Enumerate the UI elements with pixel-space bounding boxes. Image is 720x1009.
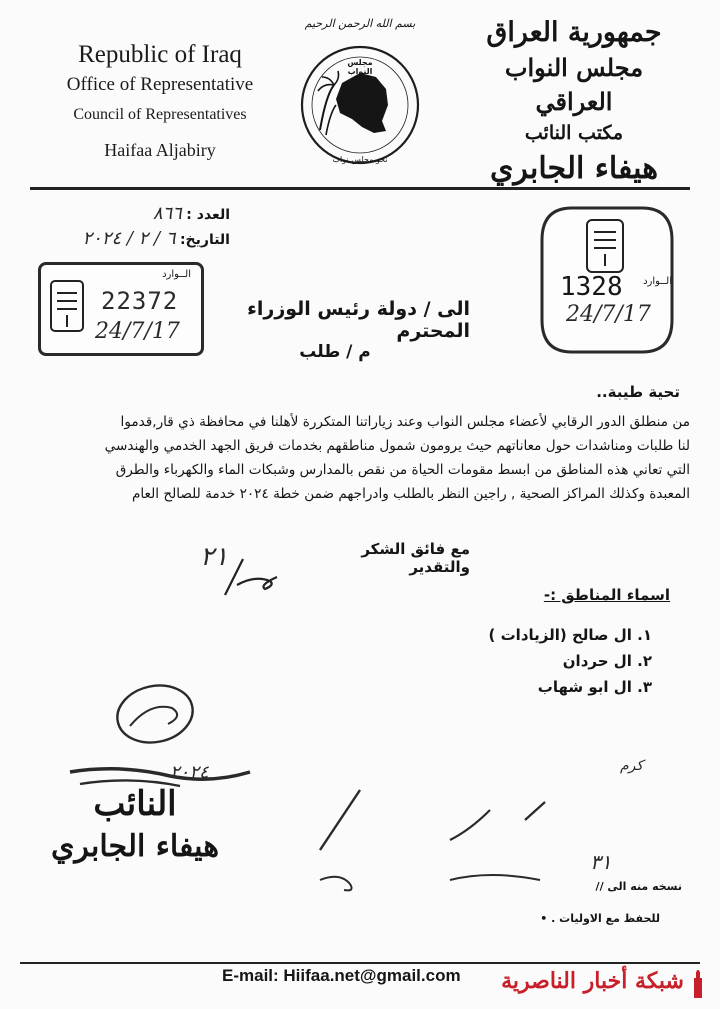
copy-to-list [460, 912, 660, 925]
arabic-header [464, 15, 684, 191]
body-line: المعبدة وكذلك المراكز الصحية , راجين النظر بالطلب وادراجهم ضمن خطة ٢٠٢٤ خدمة للصالح العام [131, 486, 690, 502]
reference-number [90, 203, 230, 224]
incoming-stamp-right [532, 200, 682, 360]
stamp-right-label: الــوارد [643, 276, 672, 287]
stamp-left-date: 24/7/17 [95, 319, 180, 344]
emblem-motto: نحو مجلس نواب [332, 155, 388, 164]
reference-date-value: ٦ / ٢ / ٢٠٢٤ [82, 228, 176, 249]
handwritten-initials-icon [215, 555, 285, 600]
letter-body [30, 410, 690, 506]
english-header [40, 40, 280, 166]
handwritten-note-top: ٢١ [200, 542, 228, 572]
closing-line: مع فائق الشكر والتقدير [361, 540, 470, 576]
header-name: Haifaa Aljabiry [104, 140, 216, 160]
footer-email: E-mail: Hiifaa.net@gmail.com [222, 966, 461, 985]
greeting: تحية طيبة.. [596, 383, 680, 401]
emblem-basmala: بسم الله الرحمن الرحيم [304, 17, 416, 30]
reference-number-label: العدد : [186, 207, 230, 223]
area-item: ٢. ال حردان [562, 652, 652, 670]
signature-block [40, 782, 230, 868]
header-council: Council of Representatives [73, 106, 247, 123]
subject-line: م / طلب [299, 342, 371, 362]
watermark-logo [480, 968, 710, 1002]
body-line: من منطلق الدور الرقابي لأعضاء مجلس النواب وعند زياراتنا المتكررة لأهلنا في محافظة ذي قار,قدموا [120, 414, 690, 430]
area-item: ٣. ال ابو شهاب [537, 678, 652, 696]
watermark-text: شبكة أخبار الناصرية [501, 968, 684, 994]
signature-name: هيفاء الجابري [50, 829, 220, 864]
handwritten-strokes-icon [300, 780, 600, 900]
area-item: ١. ال صالح (الزيادات ) [488, 626, 652, 644]
copy-to-label: نسخه منه الى // [595, 880, 682, 893]
minaret-icon [688, 970, 708, 1000]
reference-date-label: التاريخ: [179, 232, 230, 248]
stamp-left-number: 22372 [101, 287, 179, 315]
areas-list [460, 622, 652, 700]
emblem-ring-label: مجلس النواب [347, 58, 373, 76]
header-divider [30, 187, 690, 190]
copy-to-item-text: للحفظ مع الاوليات . [551, 912, 660, 925]
header-council-ar: مجلس النواب العراقي [504, 53, 644, 116]
stamp-right-date: 24/7/17 [566, 302, 651, 327]
header-country: Republic of Iraq [78, 41, 242, 68]
body-line: لنا طلبات ومناشدات حول معاناتهم حيث يرومون شمول مناطقهم بخدمات فريق الجهد الخدمي والهندسي [104, 438, 690, 454]
areas-title: اسماء المناطق :- [543, 586, 670, 604]
reference-date [30, 228, 230, 249]
header-name-ar: هيفاء الجابري [489, 151, 659, 186]
recipient-line: الى / دولة رئيس الوزراء المحترم [247, 298, 470, 342]
handwritten-note-small: كرم [620, 758, 644, 774]
stamp-emblem-icon [49, 279, 85, 333]
bullet-icon: • [540, 912, 548, 925]
parliament-emblem [290, 15, 430, 175]
incoming-stamp-left [38, 262, 204, 356]
handwritten-date: ٢٠٢٤ [170, 762, 209, 783]
letterhead [0, 0, 720, 190]
header-office-ar: مكتب النائب [524, 122, 624, 144]
copy-to-item [460, 912, 660, 925]
stamp-right-number: 1328 [560, 272, 623, 302]
stamp-left-label: الــوارد [162, 269, 191, 280]
reference-number-value: ٨٦٦ [152, 203, 182, 224]
handwritten-note-mid: ٣١ [590, 850, 612, 874]
header-country-ar: جمهورية العراق [486, 17, 662, 48]
emblem-map-icon [290, 35, 430, 175]
header-office: Office of Representative [66, 74, 254, 95]
body-line: التي تعاني هذه المناطق من ابسط مقومات الحياة من نقص بالمدارس وشبكات الماء والكهرباء والطرق [115, 462, 690, 478]
signature-title: النائب [93, 784, 177, 824]
footer-divider [20, 962, 700, 964]
